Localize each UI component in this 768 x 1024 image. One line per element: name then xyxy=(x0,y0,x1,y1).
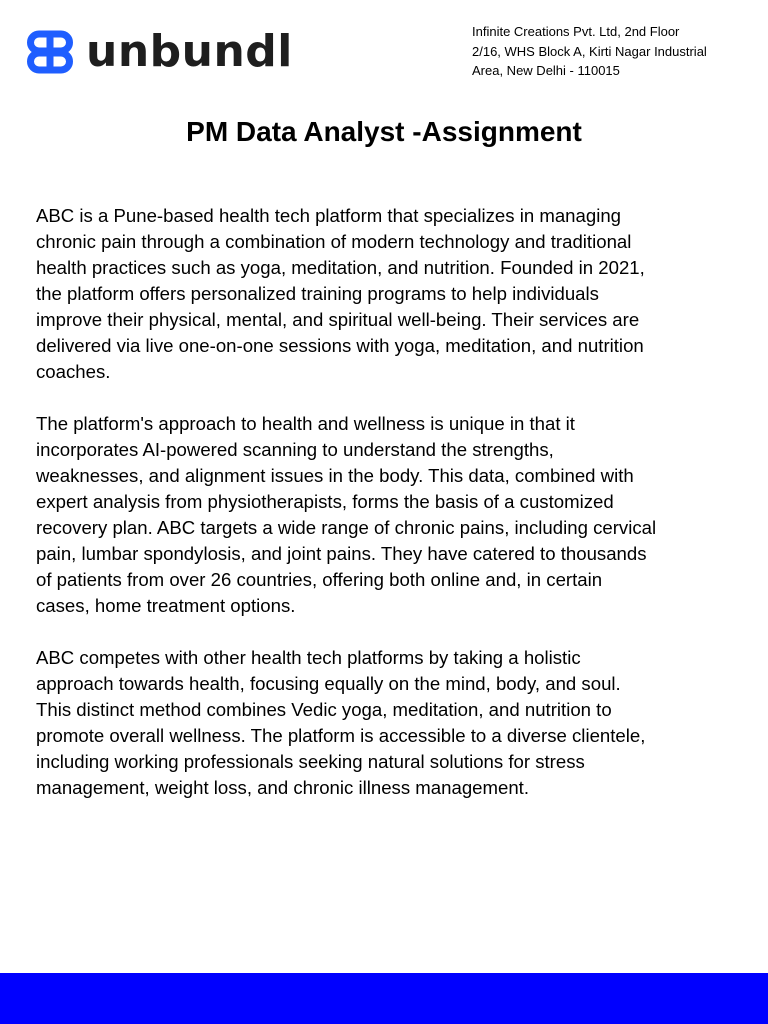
paragraph-line: delivered via live one-on-one sessions with yoga, meditation, and nutrition xyxy=(36,335,644,356)
paragraph-line: approach towards health, focusing equally on the mind, body, and soul. xyxy=(36,673,621,694)
company-logo xyxy=(26,28,293,76)
address-line: 2/16, WHS Block A, Kirti Nagar Industrial xyxy=(472,43,707,59)
paragraph-line: incorporates AI-powered scanning to understand the strengths, xyxy=(36,439,554,460)
document-body xyxy=(36,203,736,827)
paragraph-line: expert analysis from physiotherapists, forms the basis of a customized xyxy=(36,491,614,512)
paragraph-line: improve their physical, mental, and spiritual well-being. Their services are xyxy=(36,309,640,330)
paragraph-line: recovery plan. ABC targets a wide range of chronic pains, including cervical xyxy=(36,517,657,538)
paragraph-line: weaknesses, and alignment issues in the body. This data, combined with xyxy=(36,465,634,486)
body-paragraph xyxy=(36,645,736,801)
paragraph-line: This distinct method combines Vedic yoga, meditation, and nutrition to xyxy=(36,699,612,720)
address-line: Infinite Creations Pvt. Ltd, 2nd Floor xyxy=(472,24,680,39)
paragraph-line: of patients from over 26 countries, offering both online and, in certain xyxy=(36,569,603,590)
paragraph-line: management, weight loss, and chronic illness management. xyxy=(36,777,529,798)
body-paragraph xyxy=(36,411,736,619)
document-title: PM Data Analyst -Assignment xyxy=(186,116,582,147)
paragraph-line: ABC competes with other health tech platforms by taking a holistic xyxy=(36,647,581,668)
paragraph-line: coaches. xyxy=(36,361,111,382)
paragraph-line: The platform's approach to health and wellness is unique in that it xyxy=(36,413,575,434)
address-line: Area, New Delhi - 110015 xyxy=(472,63,620,78)
paragraph-line: including working professionals seeking natural solutions for stress xyxy=(36,751,585,772)
body-paragraph xyxy=(36,203,736,385)
footer-bar xyxy=(0,973,768,1024)
company-address xyxy=(472,22,762,81)
paragraph-line: chronic pain through a combination of modern technology and traditional xyxy=(36,231,632,252)
paragraph-line: promote overall wellness. The platform is accessible to a diverse clientele, xyxy=(36,725,646,746)
paragraph-line: health practices such as yoga, meditation, and nutrition. Founded in 2021, xyxy=(36,257,645,278)
paragraph-line: the platform offers personalized training programs to help individuals xyxy=(36,283,599,304)
unbundl-logo-mark-icon xyxy=(26,28,74,76)
paragraph-line: pain, lumbar spondylosis, and joint pains. They have catered to thousands xyxy=(36,543,647,564)
paragraph-line: ABC is a Pune-based health tech platform that specializes in managing xyxy=(36,205,622,226)
paragraph-line: cases, home treatment options. xyxy=(36,595,296,616)
logo-wordmark: unbundl xyxy=(86,26,293,77)
